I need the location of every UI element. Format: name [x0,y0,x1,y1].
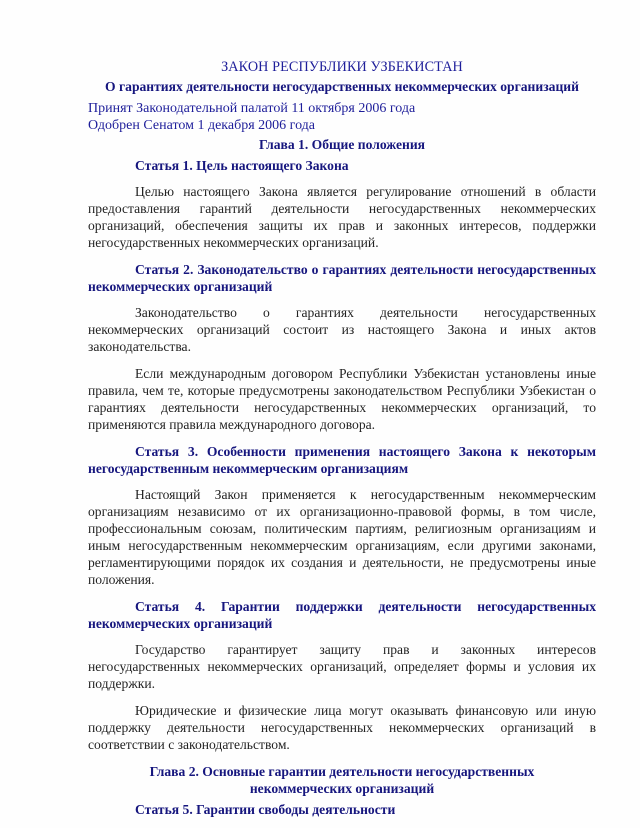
chapter-title: Глава 2. Основные гарантии деятельности негосударственных некоммерческих организаций [149,764,535,796]
chapter-2 [88,763,596,818]
document-page [88,58,596,827]
paragraph: Государство гарантирует защиту прав и законных интересов негосударственных некоммерческих организаций, определяет формы и условия их поддержки. [88,642,596,691]
chapter-1 [88,136,596,753]
adopted-date: Принят Законодательной палатой 11 октября 2006 года [88,101,416,116]
paragraph: Целью настоящего Закона является регулирование отношений в области предоставления гарантий деятельности негосударственных некоммерческих организаций, обеспечения защиты их прав и законных интересов, поддержки негосударственных некоммерческих организаций. [88,184,596,250]
law-title: ЗАКОН РЕСПУБЛИКИ УЗБЕКИСТАН [221,59,463,75]
article-1 [88,157,596,251]
paragraph: Если международным договором Республики Узбекистан установлены иные правила, чем те, которые предусмотрены законодательством Республики Узбекистан о гарантиях деятельности негосударственных некоммерческих организаций, то применяются правила международного договора. [88,366,596,432]
paragraph: Законодательство о гарантиях деятельности негосударственных некоммерческих организаций состоит из настоящего Закона и иных актов законодательства. [88,305,596,354]
approved-date: Одобрен Сенатом 1 декабря 2006 года [88,118,316,133]
article-3 [88,443,596,588]
article-2 [88,261,596,433]
paragraph: Настоящий Закон применяется к негосударственным некоммерческим организациям независимо от их организационно-правовой формы, в том числе, профессиональным союзам, политическим партиям, религиозным организациям и иным негосударственным некоммерческим организациям, если другими законами, регламентирующими порядок их создания и деятельности, не предусмотрены иные положения. [88,487,596,587]
chapter-title: Глава 1. Общие положения [258,137,426,152]
article-title: Статья 3. Особенности применения настоящего Закона к некоторым негосударственным некоммерческим организациям [88,444,596,476]
article-title: Статья 5. Гарантии свободы деятельности [135,802,396,817]
article-5 [88,801,596,818]
paragraph: Юридические и физические лица могут оказывать финансовую или иную поддержку деятельности негосударственных некоммерческих организаций в соответствии с законодательством. [88,703,596,752]
article-4 [88,598,596,753]
law-subtitle: О гарантиях деятельности негосударственных некоммерческих организаций [105,79,579,94]
article-title: Статья 1. Цель настоящего Закона [135,158,349,173]
article-title: Статья 2. Законодательство о гарантиях деятельности негосударственных некоммерческих организаций [88,262,596,294]
article-title: Статья 4. Гарантии поддержки деятельности негосударственных некоммерческих организаций [88,599,596,631]
